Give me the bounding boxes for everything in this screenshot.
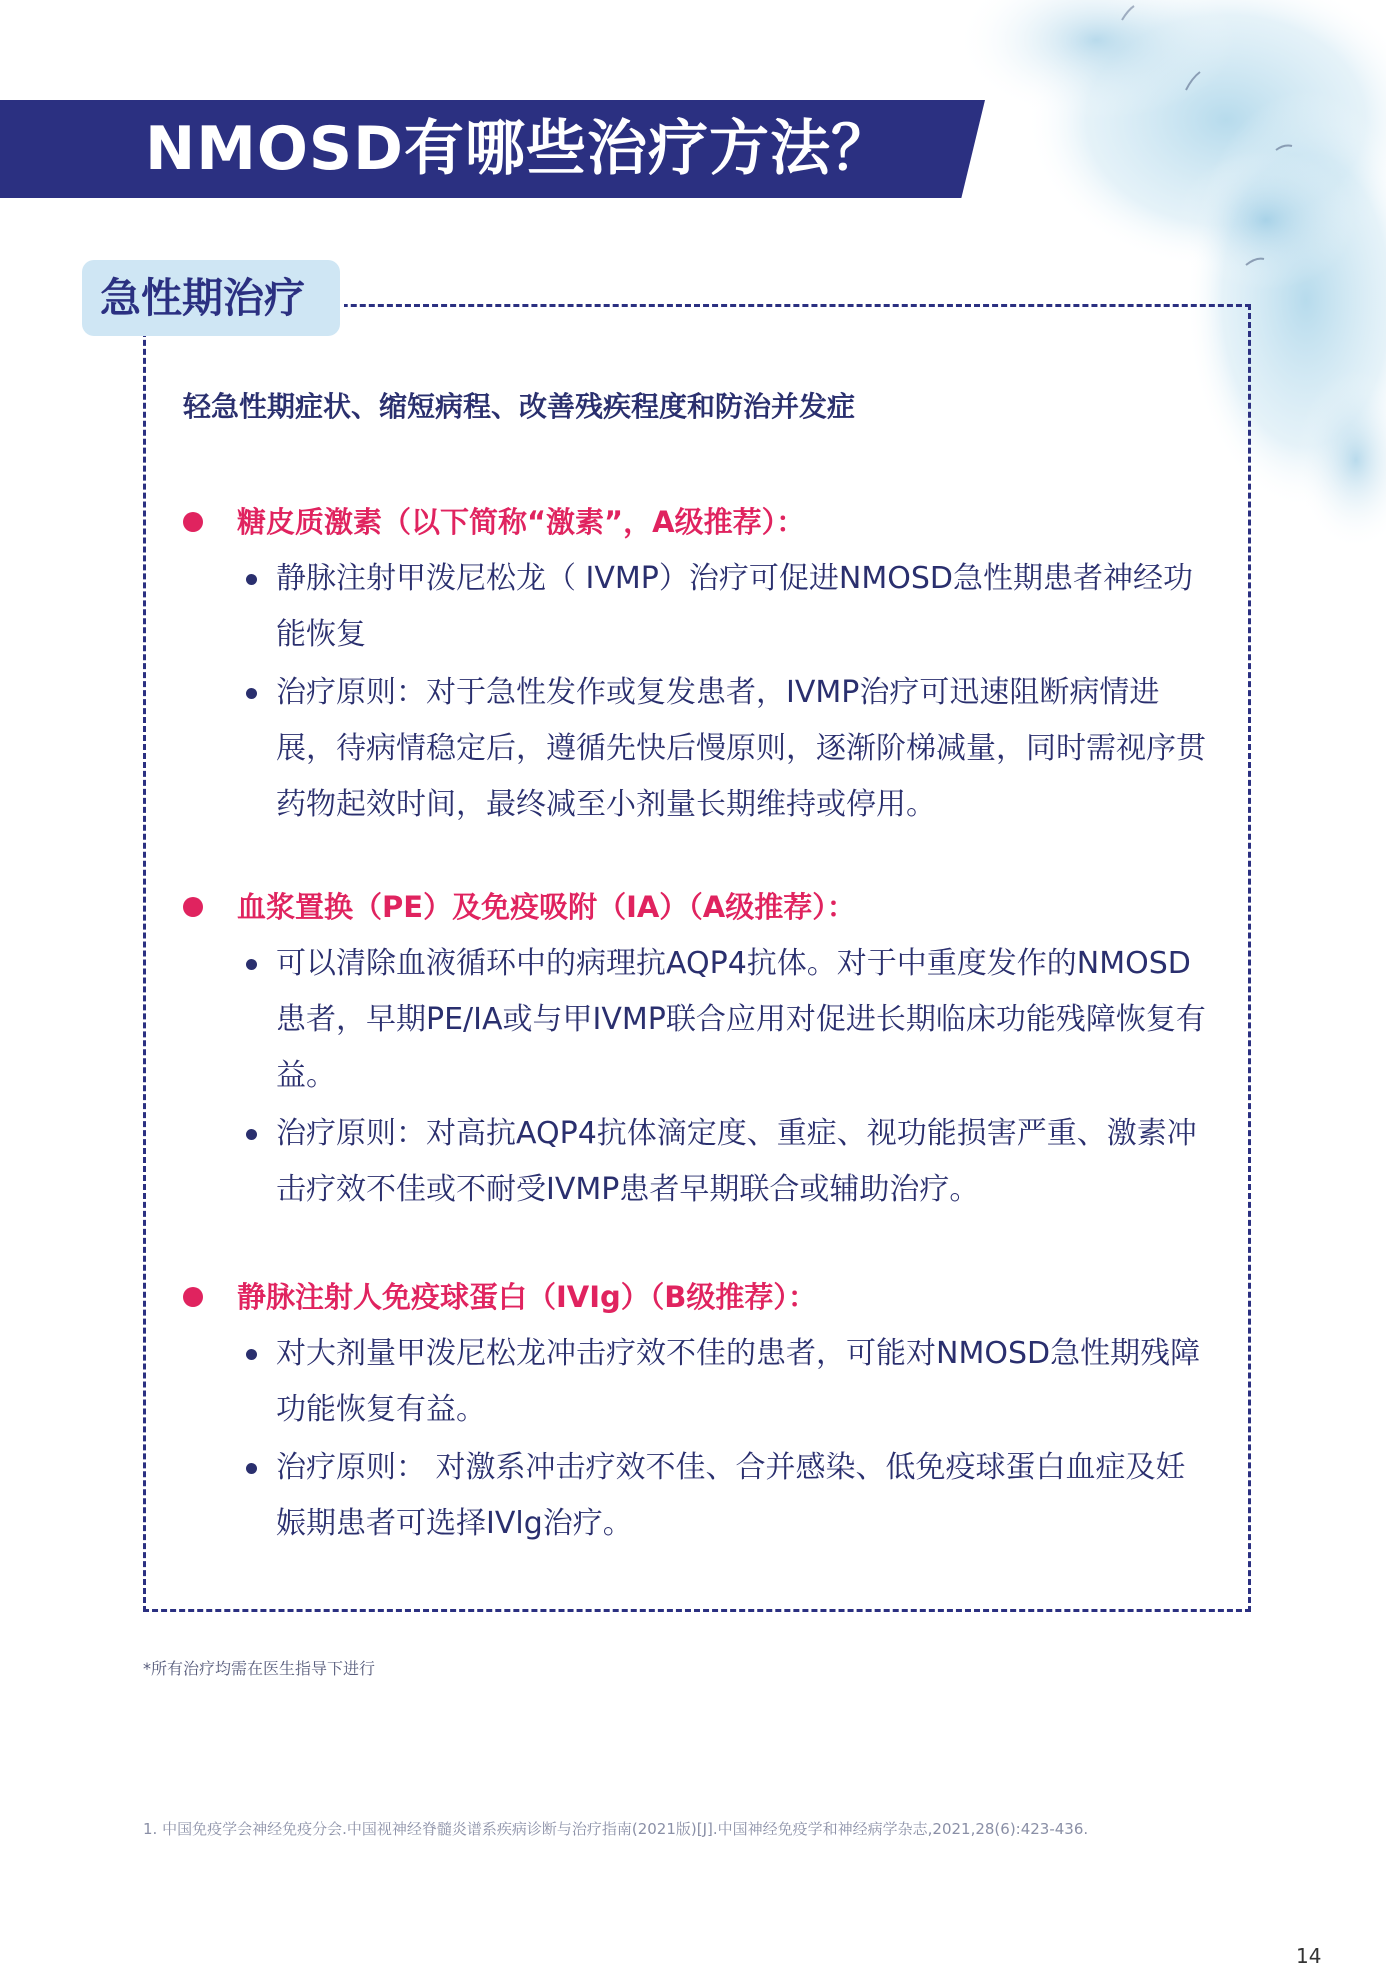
list-item: [183, 1440, 1223, 1552]
group-heading-text: 血浆置换（PE）及免疫吸附（IA）（A级推荐）：: [237, 890, 856, 924]
list-item-text: 治疗原则：对高抗AQP4抗体滴定度、重症、视功能损害严重、激素冲击疗效不佳或不耐受IVMP患者早期联合或辅助治疗。: [276, 1116, 1197, 1207]
page-number: 14: [1296, 1944, 1322, 1968]
group-heading: [183, 495, 1223, 549]
bullet-icon: [246, 688, 257, 699]
group-heading-text: 糖皮质激素（以下简称“激素”，A级推荐）：: [237, 505, 806, 539]
reference: 1. 中国免疫学会神经免疫分会.中国视神经脊髓炎谱系疾病诊断与治疗指南(2021版)[J].中国神经免疫学和神经病学杂志,2021,28(6):423-436.: [143, 1820, 1089, 1838]
list-item-text: 治疗原则：对于急性发作或复发患者，IVMP治疗可迅速阻断病情进展，待病情稳定后，遵循先快后慢原则，逐渐阶梯减量，同时需视序贯药物起效时间，最终减至小剂量长期维持或停用。: [276, 675, 1206, 822]
list-item: [183, 1106, 1223, 1218]
bullet-icon: [246, 1463, 257, 1474]
section-title: 急性期治疗: [100, 274, 305, 322]
list-item-text: 可以清除血液循环中的病理抗AQP4抗体。对于中重度发作的NMOSD患者，早期PE/IA或与甲IVMP联合应用对促进长期临床功能残障恢复有益。: [276, 946, 1206, 1093]
bullet-icon: [246, 1129, 257, 1140]
group-heading: [183, 1270, 1223, 1324]
intro-text: 轻急性期症状、缩短病程、改善残疾程度和防治并发症: [183, 390, 856, 423]
list-item: [183, 936, 1223, 1104]
treatment-group: [183, 880, 1223, 1218]
list-item-text: 治疗原则： 对激系冲击疗效不佳、合并感染、低免疫球蛋白血症及妊娠期患者可选择IVlg治疗。: [276, 1450, 1186, 1541]
group-heading: [183, 880, 1223, 934]
list-item: [183, 665, 1223, 833]
list-item: [183, 1326, 1223, 1438]
bullet-icon: [246, 574, 257, 585]
page-title: NMOSD有哪些治疗方法？: [145, 114, 892, 184]
bullet-icon: [183, 897, 203, 917]
bullet-icon: [183, 1287, 203, 1307]
bullet-icon: [246, 1349, 257, 1360]
treatment-group: [183, 495, 1223, 833]
list-item: [183, 551, 1223, 663]
treatment-group: [183, 1270, 1223, 1552]
bullet-icon: [183, 512, 203, 532]
list-item-text: 静脉注射甲泼尼松龙（ IVMP）治疗可促进NMOSD急性期患者神经功能恢复: [276, 561, 1193, 652]
list-item-text: 对大剂量甲泼尼松龙冲击疗效不佳的患者，可能对NMOSD急性期残障功能恢复有益。: [276, 1336, 1201, 1427]
footnote: *所有治疗均需在医生指导下进行: [143, 1659, 376, 1678]
bullet-icon: [246, 959, 257, 970]
group-heading-text: 静脉注射人免疫球蛋白（IVIg）（B级推荐）：: [237, 1280, 817, 1314]
